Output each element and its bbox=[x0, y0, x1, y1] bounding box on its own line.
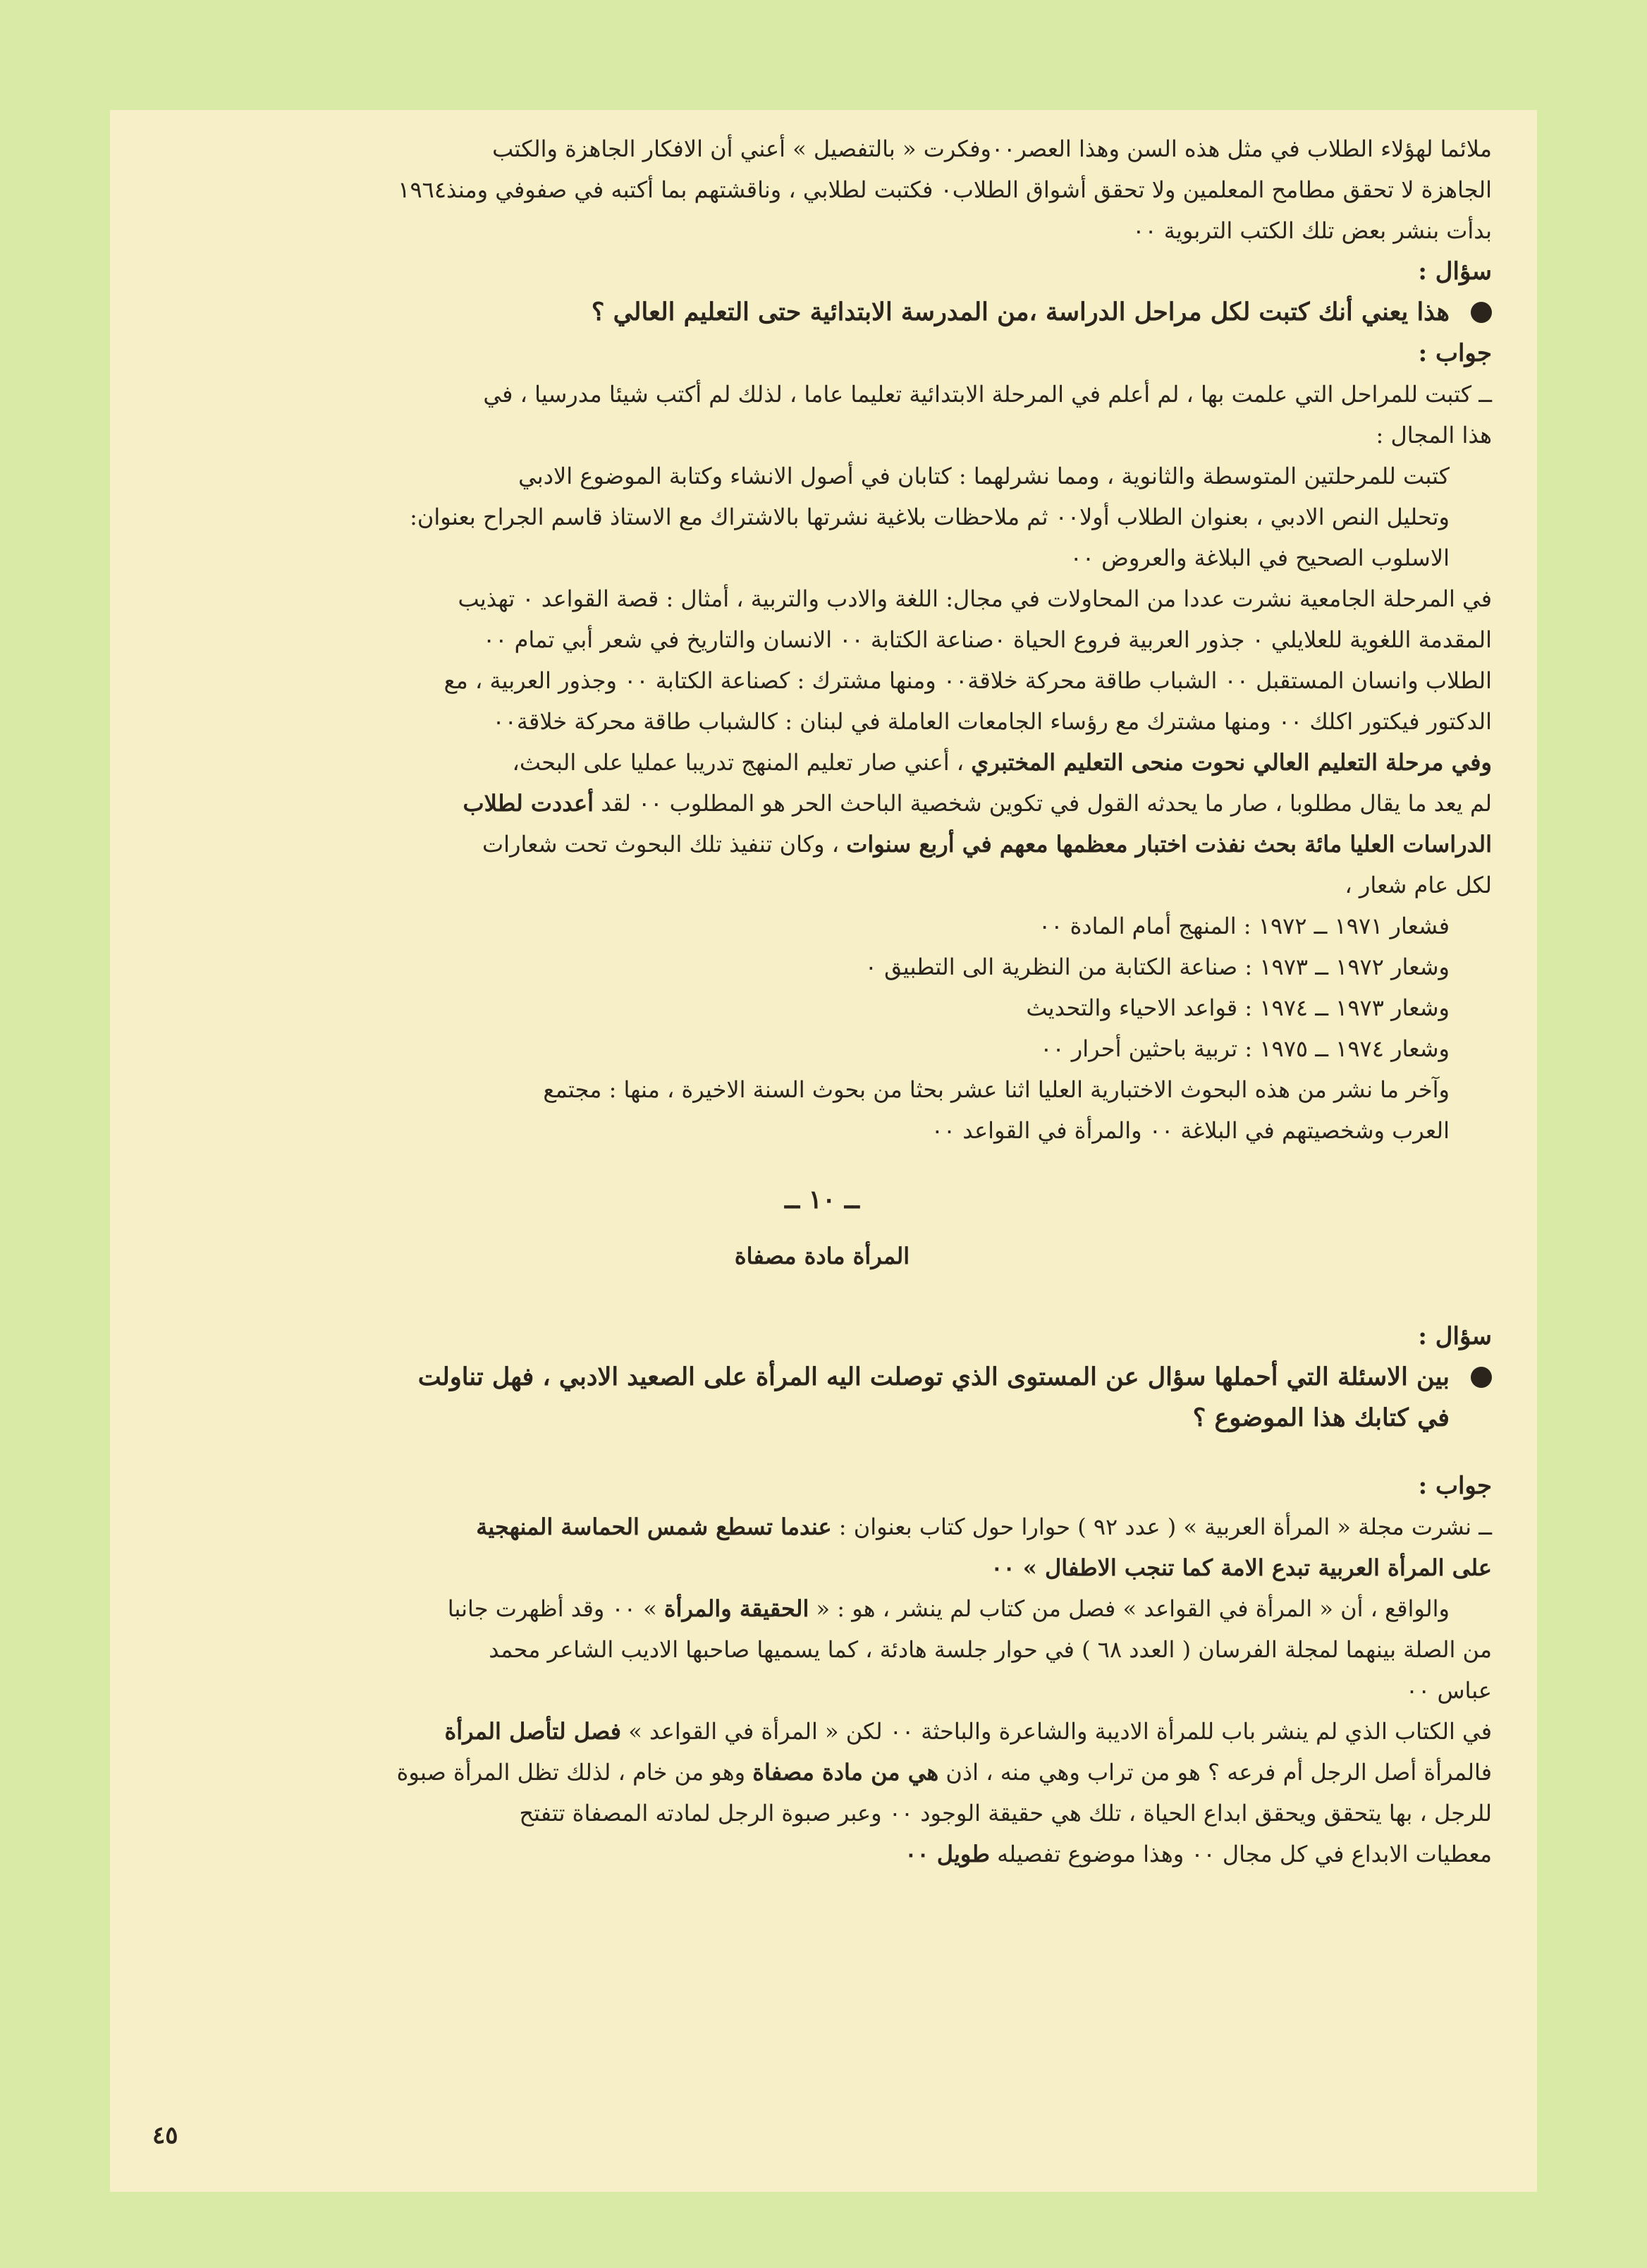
question-text bbox=[152, 292, 1492, 333]
paragraph-university-books bbox=[152, 578, 1492, 742]
text-line bbox=[152, 1547, 1492, 1588]
question-line: بين الاسئلة التي أحملها سؤال عن المستوى الذي توصلت اليه المرأة على الصعيد الادبي ، فهل تناولت bbox=[417, 1362, 1450, 1391]
text-line: لكل عام شعار ، bbox=[1345, 872, 1492, 898]
text-run: لم يعد ما يقال مطلوبا ، صار ما يحدثه القول في تكوين شخصية الباحث الحر هو المطلوب ٠٠ لقد bbox=[601, 790, 1492, 817]
text-line: الدكتور فيكتور اكلك ٠٠ ومنها مشترك مع رؤساء الجامعات العاملة في لبنان : كالشباب طاقة محركة خلاقة٠٠ bbox=[492, 708, 1492, 735]
bold-phrase: الدراسات العليا مائة بحث نفذت اختبار معظمها معهم في أربع سنوات bbox=[846, 831, 1492, 858]
text-run: ــ نشرت مجلة « المرأة العربية » ( عدد ٩٢ ) حوارا حول كتاب بعنوان : bbox=[838, 1513, 1492, 1540]
text-line bbox=[152, 1506, 1492, 1547]
text-line: بدأت بنشر بعض تلك الكتب التربوية ٠٠ bbox=[1132, 217, 1492, 244]
text-line: الاسلوب الصحيح في البلاغة والعروض ٠٠ bbox=[1070, 544, 1450, 571]
bold-phrase: أعددت لطلاب bbox=[463, 790, 594, 817]
text-line: هذا المجال : bbox=[1376, 422, 1492, 449]
text-line: وآخر ما نشر من هذه البحوث الاختبارية العليا اثنا عشر بحثا من بحوث السنة الاخيرة ، منها : مجتمع bbox=[543, 1076, 1450, 1103]
bold-phrase: طويل ٠٠ bbox=[905, 1841, 990, 1867]
bold-phrase: الحقيقة والمرأة bbox=[663, 1595, 809, 1622]
bold-phrase: فصل لتأصل المرأة bbox=[444, 1718, 622, 1745]
text-line: العرب وشخصيتهم في البلاغة ٠٠ والمرأة في القواعد ٠٠ bbox=[931, 1117, 1450, 1144]
text-line: وتحليل النص الادبي ، بعنوان الطلاب أولا٠٠ ثم ملاحظات بلاغية نشرتها بالاشتراك مع الاستاذ قاسم الجراح بعنوان: bbox=[410, 504, 1450, 530]
page-number: ٤٥ bbox=[152, 2121, 178, 2150]
paragraph-refined-substance bbox=[152, 1711, 1492, 1874]
question-label: سؤال : bbox=[1418, 1322, 1492, 1351]
bullet-icon bbox=[1471, 302, 1492, 323]
question-line: في كتابك هذا الموضوع ؟ bbox=[1192, 1403, 1450, 1432]
slogan-item: وشعار ١٩٧٤ ــ ١٩٧٥ : تربية باحثين أحرار ٠٠ bbox=[1040, 1035, 1450, 1062]
slogans-list bbox=[152, 906, 1492, 1069]
answer-paragraph bbox=[152, 374, 1492, 456]
slogan-item: فشعار ١٩٧١ ــ ١٩٧٢ : المنهج أمام المادة ٠٠ bbox=[1039, 913, 1450, 939]
text-line: ملائما لهؤلاء الطلاب في مثل هذه السن وهذا العصر٠٠وفكرت « بالتفصيل » أعني أن الافكار الجاهزة والكتب bbox=[492, 135, 1492, 162]
text-line: من الصلة بينهما لمجلة الفرسان ( العدد ٦٨ ) في حوار جلسة هادئة ، كما يسميها صاحبها الاديب الشاعر محمد bbox=[489, 1636, 1492, 1663]
paragraph-women-in-grammar bbox=[152, 1588, 1492, 1629]
text-line bbox=[152, 1588, 1450, 1629]
text-line: المقدمة اللغوية للعلايلي ٠ جذور العربية فروع الحياة ٠صناعة الكتابة ٠٠ الانسان والتاريخ في شعر أبي تمام ٠٠ bbox=[483, 626, 1492, 653]
text-run: » ٠٠ وقد أظهرت جانبا bbox=[447, 1595, 657, 1622]
text-run: ، أعني صار تعليم المنهج تدريبا عمليا على البحث، bbox=[512, 749, 965, 776]
text-run: في الكتاب الذي لم ينشر باب للمرأة الاديبة والشاعرة والباحثة ٠٠ لكن « المرأة في القواعد » bbox=[628, 1718, 1492, 1745]
bullet-icon bbox=[1471, 1367, 1492, 1388]
text-run: فالمرأة أصل الرجل أم فرعه ؟ هو من تراب وهي منه ، اذن bbox=[945, 1759, 1492, 1786]
text-line bbox=[152, 824, 1492, 865]
bold-phrase: هي من مادة مصفاة bbox=[752, 1759, 939, 1786]
answer-label: جواب : bbox=[1418, 339, 1492, 367]
text-line: الطلاب وانسان المستقبل ٠٠ الشباب طاقة محركة خلاقة٠٠ ومنها مشترك : كصناعة الكتابة ٠٠ وجذور العربية ، مع bbox=[443, 667, 1492, 694]
paragraph-higher-education bbox=[152, 742, 1492, 906]
page-text bbox=[152, 128, 1492, 1874]
text-line bbox=[152, 1752, 1492, 1793]
bold-phrase: وفي مرحلة التعليم العالي نحوت منحى التعليم المختبري bbox=[971, 749, 1492, 776]
answer-label: جواب : bbox=[1418, 1472, 1492, 1500]
text-line: عباس ٠٠ bbox=[1405, 1677, 1492, 1704]
question-label: سؤال : bbox=[1418, 257, 1492, 286]
text-line: للرجل ، بها يتحقق ويحقق ابداع الحياة ، تلك هي حقيقة الوجود ٠٠ وعبر صبوة الرجل لمادته المصفاة تتفتح bbox=[519, 1800, 1492, 1827]
question-line: هذا يعني أنك كتبت لكل مراحل الدراسة ،من المدرسة الابتدائية حتى التعليم العالي ؟ bbox=[591, 298, 1450, 327]
text-run: ، وكان تنفيذ تلك البحوث تحت شعارات bbox=[482, 831, 840, 858]
bold-phrase: عندما تسطع شمس الحماسة المنهجية bbox=[476, 1513, 832, 1540]
question-text bbox=[152, 1357, 1492, 1439]
text-line: في المرحلة الجامعية نشرت عددا من المحاولات في مجال: اللغة والادب والتربية ، أمثال : قصة القواعد ٠ تهذيب bbox=[458, 585, 1492, 612]
text-run: وهو من خام ، لذلك تظل المرأة صبوة bbox=[396, 1759, 746, 1786]
text-line bbox=[152, 1834, 1492, 1874]
section-number: ــ ١٠ ــ bbox=[785, 1185, 859, 1214]
text-line bbox=[152, 1711, 1492, 1752]
paragraph-latest-research bbox=[152, 1069, 1492, 1151]
intro-paragraph bbox=[152, 128, 1492, 251]
text-run: والواقع ، أن « المرأة في القواعد » فصل من كتاب لم ينشر ، هو : « bbox=[816, 1595, 1450, 1622]
text-run: معطيات الابداع في كل مجال ٠٠ وهذا موضوع تفصيله bbox=[997, 1841, 1492, 1867]
bold-phrase: على المرأة العربية تبدع الامة كما تنجب الاطفال » ٠٠ bbox=[991, 1554, 1492, 1581]
text-line bbox=[152, 742, 1492, 783]
answer-paragraph bbox=[152, 1506, 1492, 1588]
paragraph-secondary-books bbox=[152, 456, 1492, 578]
text-line: الجاهزة لا تحقق مطامح المعلمين ولا تحقق أشواق الطلاب٠ فكتبت لطلابي ، وناقشتهم بما أكتبه في صفوفي ومنذ١٩٦٤ bbox=[398, 176, 1492, 203]
paragraph-women-in-grammar-cont bbox=[152, 1629, 1492, 1711]
book-page bbox=[110, 110, 1537, 2192]
text-line: كتبت للمرحلتين المتوسطة والثانوية ، ومما نشرلهما : كتابان في أصول الانشاء وكتابة الموضوع الادبي bbox=[518, 463, 1450, 489]
text-line bbox=[152, 783, 1492, 824]
slogan-item: وشعار ١٩٧٢ ــ ١٩٧٣ : صناعة الكتابة من النظرية الى التطبيق ٠ bbox=[864, 953, 1450, 980]
section-title: المرأة مادة مصفاة bbox=[734, 1243, 910, 1269]
slogan-item: وشعار ١٩٧٣ ــ ١٩٧٤ : قواعد الاحياء والتحديث bbox=[1026, 994, 1450, 1021]
text-line: ــ كتبت للمراحل التي علمت بها ، لم أعلم في المرحلة الابتدائية تعليما عاما ، لذلك لم أكتب شيئا مدرسيا ، في bbox=[483, 381, 1492, 408]
